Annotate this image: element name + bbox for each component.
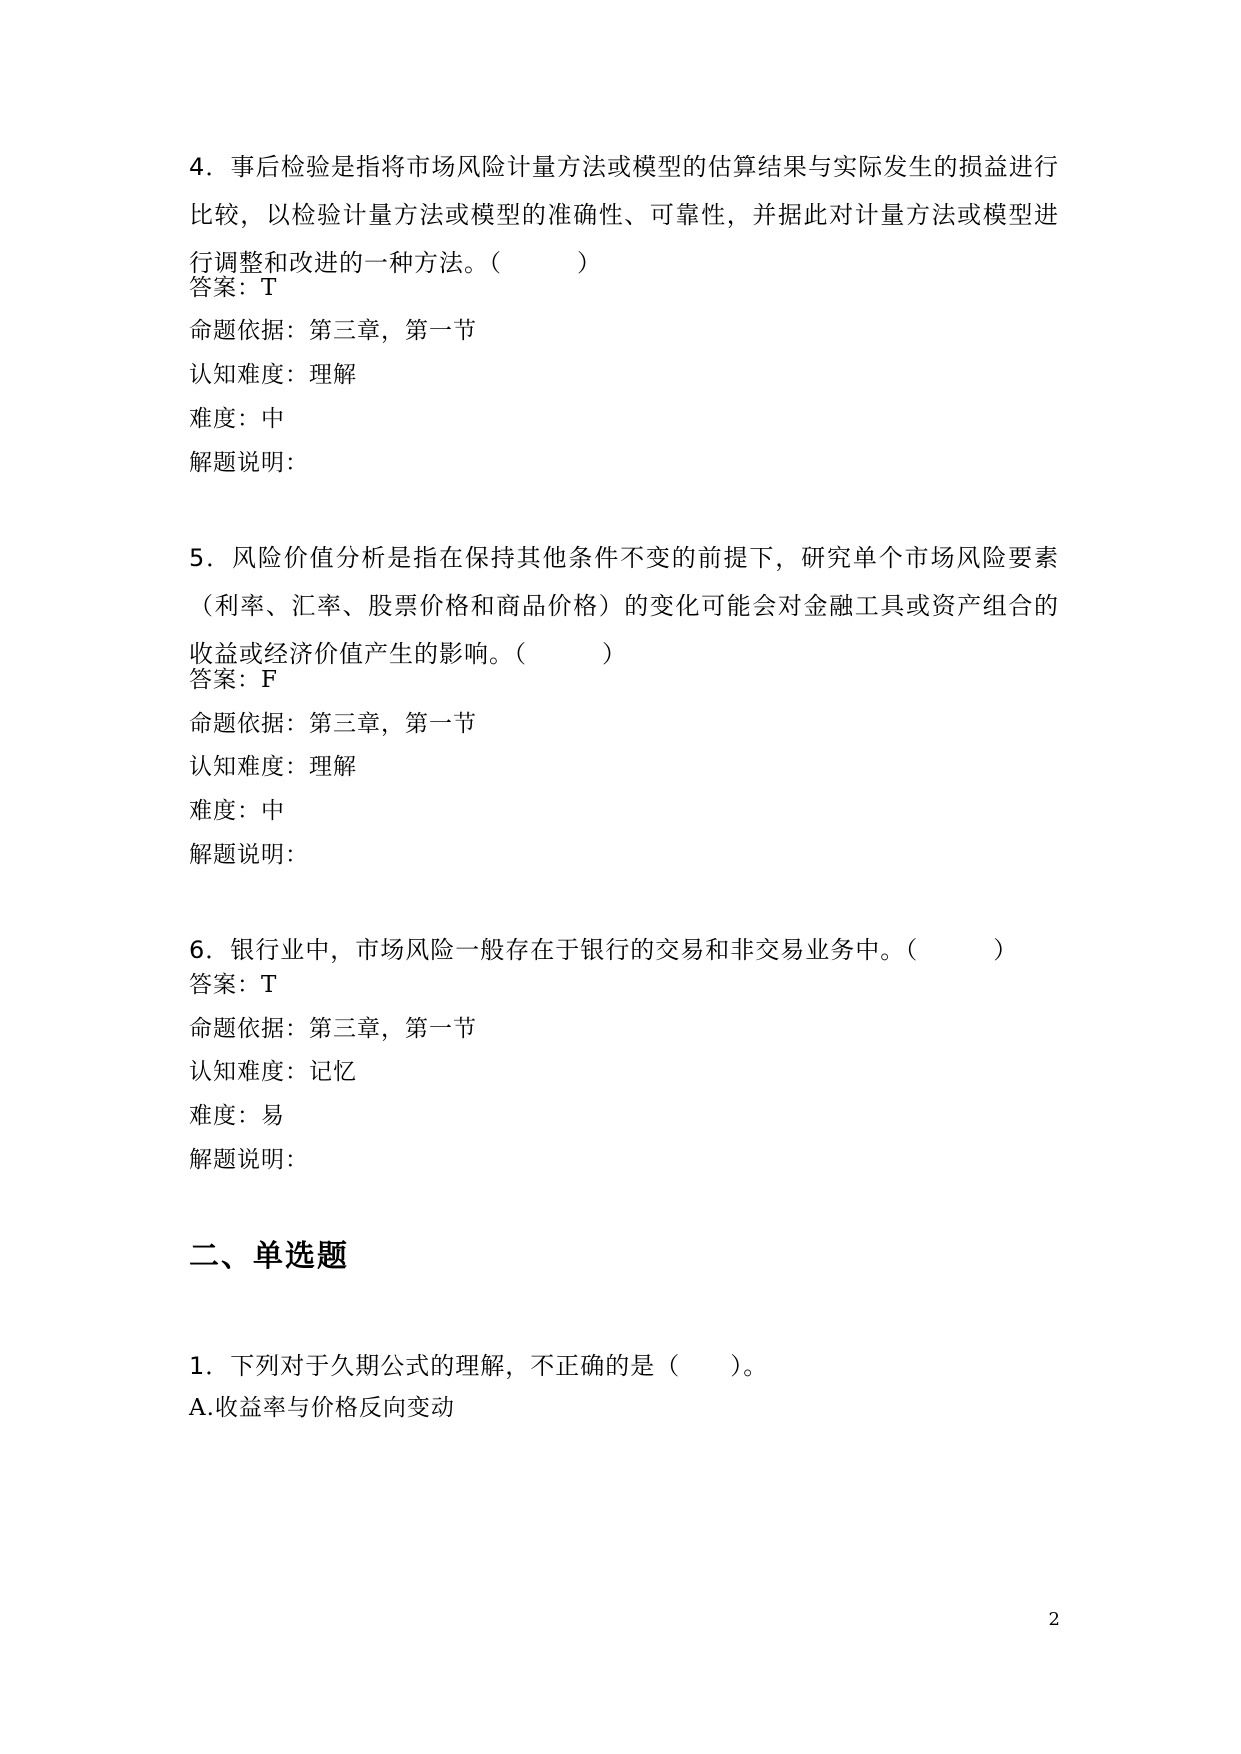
question-6-explanation: 解题说明：: [189, 1147, 309, 1173]
question-6-basis: 命题依据：第三章，第一节: [189, 1016, 477, 1042]
single-choice-question-1-text: 1．下列对于久期公式的理解，不正确的是（ ）。: [189, 1352, 769, 1380]
question-5-answer: 答案：F: [189, 667, 278, 693]
question-5-difficulty: 难度：中: [189, 798, 285, 824]
question-6-cognitive-difficulty: 认知难度：记忆: [189, 1059, 357, 1085]
question-4-explanation: 解题说明：: [189, 450, 309, 476]
question-4-answer: 答案：T: [189, 275, 278, 301]
page-number: 2: [1048, 1609, 1060, 1630]
question-5-basis: 命题依据：第三章，第一节: [189, 711, 477, 737]
question-4-cognitive-difficulty: 认知难度：理解: [189, 362, 357, 388]
question-5-explanation: 解题说明：: [189, 842, 309, 868]
question-5-text: 5．风险价值分析是指在保持其他条件不变的前提下，研究单个市场风险要素（利率、汇率、股票价格和商品价格）的变化可能会对金融工具或资产组合的收益或经济价值产生的影响。（ ）: [189, 544, 1059, 668]
section-heading-single-choice: 二、单选题: [189, 1239, 349, 1274]
question-4-basis: 命题依据：第三章，第一节: [189, 318, 477, 344]
question-4-difficulty: 难度：中: [189, 406, 285, 432]
question-5-cognitive-difficulty: 认知难度：理解: [189, 754, 357, 780]
question-4-text: 4．事后检验是指将市场风险计量方法或模型的估算结果与实际发生的损益进行比较，以检验计量方法或模型的准确性、可靠性，并据此对计量方法或模型进行调整和改进的一种方法。（ ）: [189, 153, 1059, 277]
question-6-text: 6．银行业中，市场风险一般存在于银行的交易和非交易业务中。（ ）: [189, 936, 1019, 964]
question-6-difficulty: 难度：易: [189, 1103, 285, 1129]
question-6-answer: 答案：T: [189, 972, 278, 998]
single-choice-question-1-option-a: A.收益率与价格反向变动: [189, 1395, 455, 1421]
